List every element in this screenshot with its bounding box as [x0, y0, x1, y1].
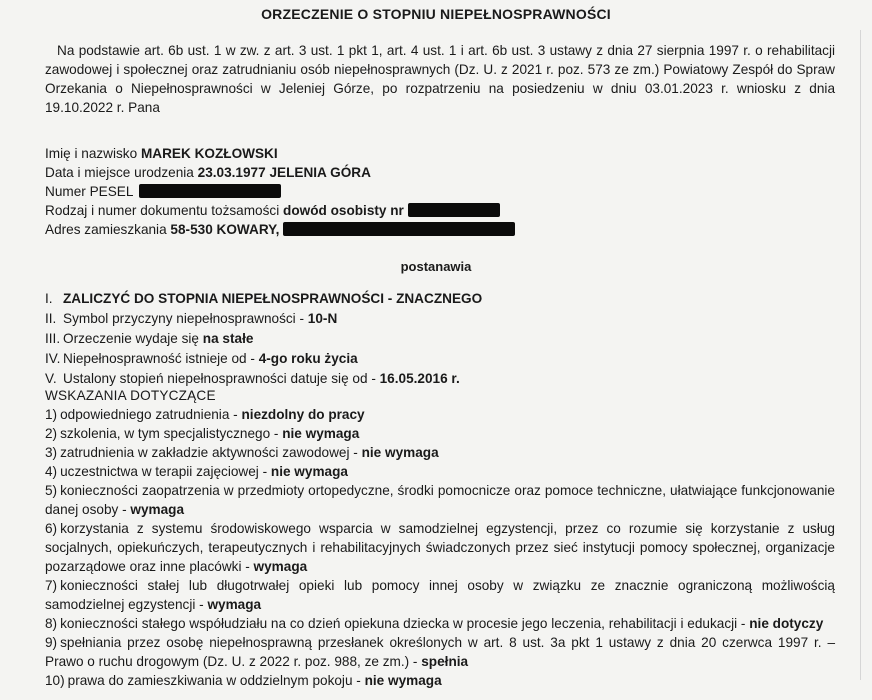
indication-item: 1) odpowiedniego zatrudnienia - niezdolny do pracy	[45, 407, 365, 422]
address-value: 58-530 KOWARY,	[170, 222, 280, 237]
id-number-redaction	[408, 203, 500, 217]
id-row	[45, 201, 515, 220]
id-value: dowód osobisty nr	[283, 203, 404, 218]
name-label: Imię i nazwisko	[45, 146, 138, 161]
intro-paragraph: Na podstawie art. 6b ust. 1 w zw. z art. 3 ust. 1 pkt 1, art. 4 ust. 1 i art. 6b ust. 3 ustawy z dnia 27 sierpnia 1997 r. o rehabilitacji zawodowej i społecznej oraz zatrudnianiu osób niepełnosprawnych (Dz. U. z 2021 r. poz. 573 ze zm.) Powiatowy Zespół do Spraw Orzekania o Niepełnosprawności w Jeleniej Górze, po rozpatrzeniu na posiedzeniu w dniu 03.01.2023 r. wniosku z dnia 19.10.2022 r. Pana	[45, 43, 835, 115]
indications-section	[45, 386, 835, 690]
scan-edge-line	[860, 30, 861, 680]
indication-item: 5) konieczności zaopatrzenia w przedmioty ortopedyczne, środki pomocnicze oraz pomoce techniczne, ułatwiające funkcjonowanie danej osoby - wymaga	[45, 483, 835, 517]
decision-item: III. Orzeczenie wydaje się na stałe	[45, 331, 254, 346]
decree-word: postanawia	[400, 259, 472, 274]
decision-item: V. Ustalony stopień niepełnosprawności datuje się od - 16.05.2016 r.	[45, 371, 460, 386]
name-row	[45, 144, 515, 163]
indication-item: 2) szkolenia, w tym specjalistycznego - nie wymaga	[45, 426, 360, 441]
decision-item: II. Symbol przyczyny niepełnosprawności - 10-N	[45, 311, 338, 326]
id-label: Rodzaj i numer dokumentu tożsamości	[45, 203, 280, 218]
indication-item: 3) zatrudnienia w zakładzie aktywności zawodowej - nie wymaga	[45, 445, 439, 460]
document-title: ORZECZENIE O STOPNIU NIEPEŁNOSPRAWNOŚCI	[261, 6, 611, 22]
indication-item: 4) uczestnictwa w terapii zajęciowej - nie wymaga	[45, 464, 348, 479]
address-row	[45, 220, 515, 239]
indication-item: 7) konieczności stałej lub długotrwałej opieki lub pomocy innej osoby w związku ze znacznie ograniczoną możliwością samodzielnej egzystencji - wymaga	[45, 578, 835, 612]
pesel-row	[45, 182, 515, 201]
indication-item: 8) konieczności stałego współudziału na co dzień opiekuna dziecka w procesie jego leczenia, rehabilitacji i edukacji - nie dotyczy	[45, 616, 824, 631]
birth-label: Data i miejsce urodzenia	[45, 165, 194, 180]
decisions-list	[45, 289, 482, 389]
birth-row	[45, 163, 515, 182]
name-value: MAREK KOZŁOWSKI	[140, 146, 278, 161]
indication-item: 9) spełniania przez osobę niepełnosprawną przesłanek określonych w art. 8 ust. 3a pkt 1 ustawy z dnia 20 czerwca 1997 r. – Prawo o ruchu drogowym (Dz. U. z 2022 r. poz. 988, ze zm.) - spełnia	[45, 635, 835, 669]
decision-item: IV. Niepełnosprawność istnieje od - 4-go roku życia	[45, 351, 358, 366]
pesel-label: Numer PESEL	[45, 184, 133, 199]
personal-data-section	[45, 144, 515, 239]
pesel-redaction	[139, 184, 281, 198]
address-label: Adres zamieszkania	[45, 222, 167, 237]
indications-heading: WSKAZANIA DOTYCZĄCE	[45, 388, 216, 403]
address-redaction	[283, 222, 515, 236]
indication-item: 6) korzystania z systemu środowiskowego wsparcia w samodzielnej egzystencji, przez co rozumie się korzystanie z usług socjalnych, opiekuńczych, terapeutycznych i rehabilitacyjnych świadczonych przez sieć instytucji pomocy społecznej, organizacje pozarządowe oraz inne placówki - wymaga	[45, 521, 835, 574]
birth-value: 23.03.1977 JELENIA GÓRA	[197, 165, 371, 180]
indication-item: 10) prawa do zamieszkiwania w oddzielnym pokoju - nie wymaga	[45, 673, 442, 688]
decision-item: I. ZALICZYĆ DO STOPNIA NIEPEŁNOSPRAWNOŚCI - ZNACZNEGO	[45, 291, 483, 306]
